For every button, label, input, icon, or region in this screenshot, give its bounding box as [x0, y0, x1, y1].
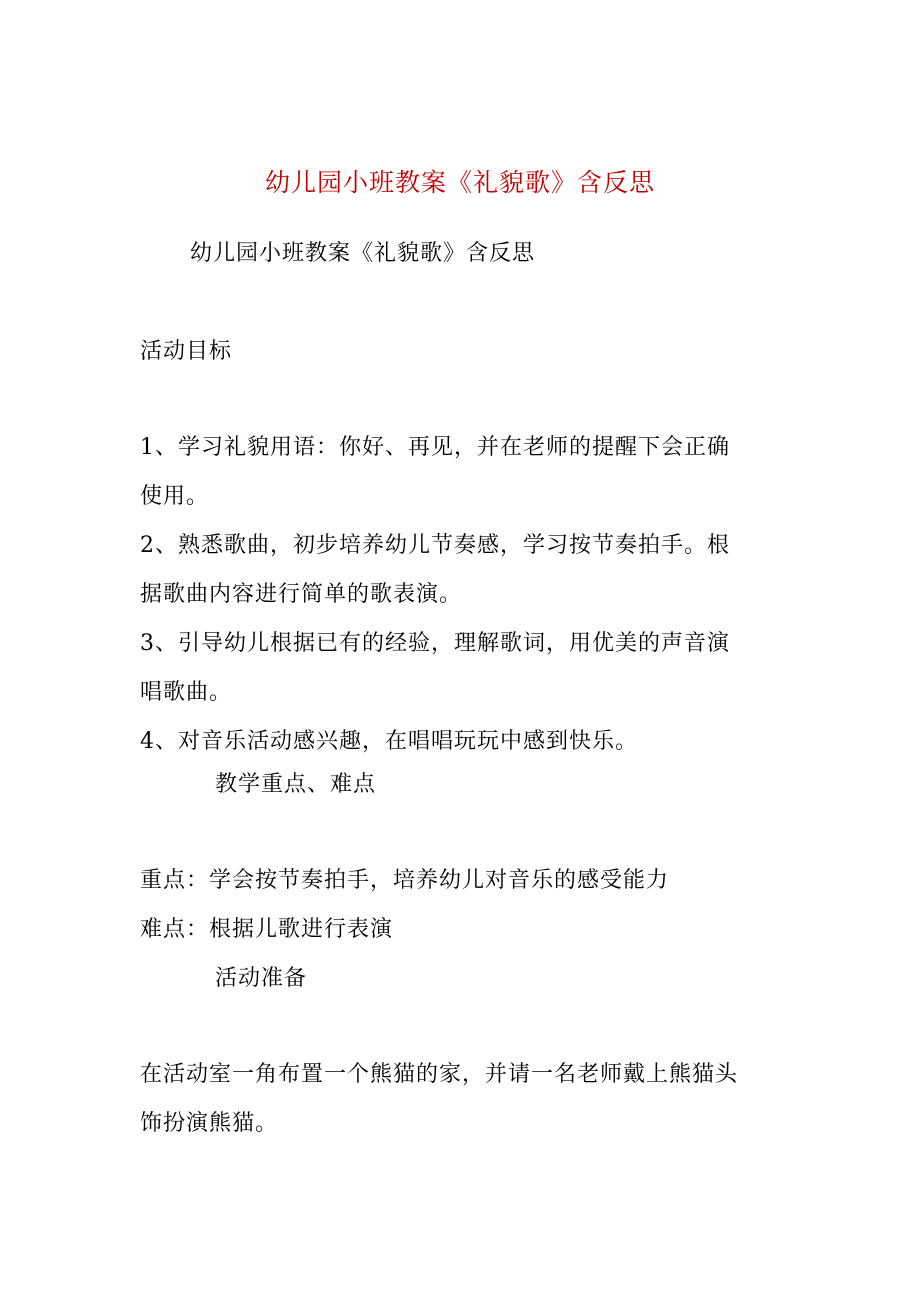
document-title: 幼儿园小班教案《礼貌歌》含反思: [264, 168, 655, 197]
difficult-point: 难点：根据儿歌进行表演: [140, 917, 394, 942]
goal-2-line-2: 据歌曲内容进行简单的歌表演。: [140, 582, 463, 607]
prep-line-2: 饰扮演熊猫。: [140, 1111, 279, 1136]
goal-2-line-1: 2、熟悉歌曲，初步培养幼儿节奏感，学习按节奏拍手。根: [140, 533, 730, 558]
goal-4: 4、对音乐活动感兴趣，在唱唱玩玩中感到快乐。: [140, 729, 638, 754]
goal-3-line-1: 3、引导幼儿根据已有的经验，理解歌词，用优美的声音演: [140, 631, 730, 656]
prep-line-1: 在活动室一角布置一个熊猫的家，并请一名老师戴上熊猫头: [140, 1062, 739, 1087]
goal-3-line-2: 唱歌曲。: [140, 680, 233, 705]
goal-1-line-2: 使用。: [140, 484, 210, 509]
section-heading-goals: 活动目标: [140, 339, 233, 364]
section-heading-prep: 活动准备: [215, 966, 308, 991]
subtitle: 幼儿园小班教案《礼貌歌》含反思: [190, 241, 536, 266]
key-point: 重点：学会按节奏拍手，培养幼儿对音乐的感受能力: [140, 868, 670, 893]
section-heading-focus: 教学重点、难点: [215, 772, 377, 797]
goal-1-line-1: 1、学习礼貌用语：你好、再见，并在老师的提醒下会正确: [140, 435, 730, 460]
